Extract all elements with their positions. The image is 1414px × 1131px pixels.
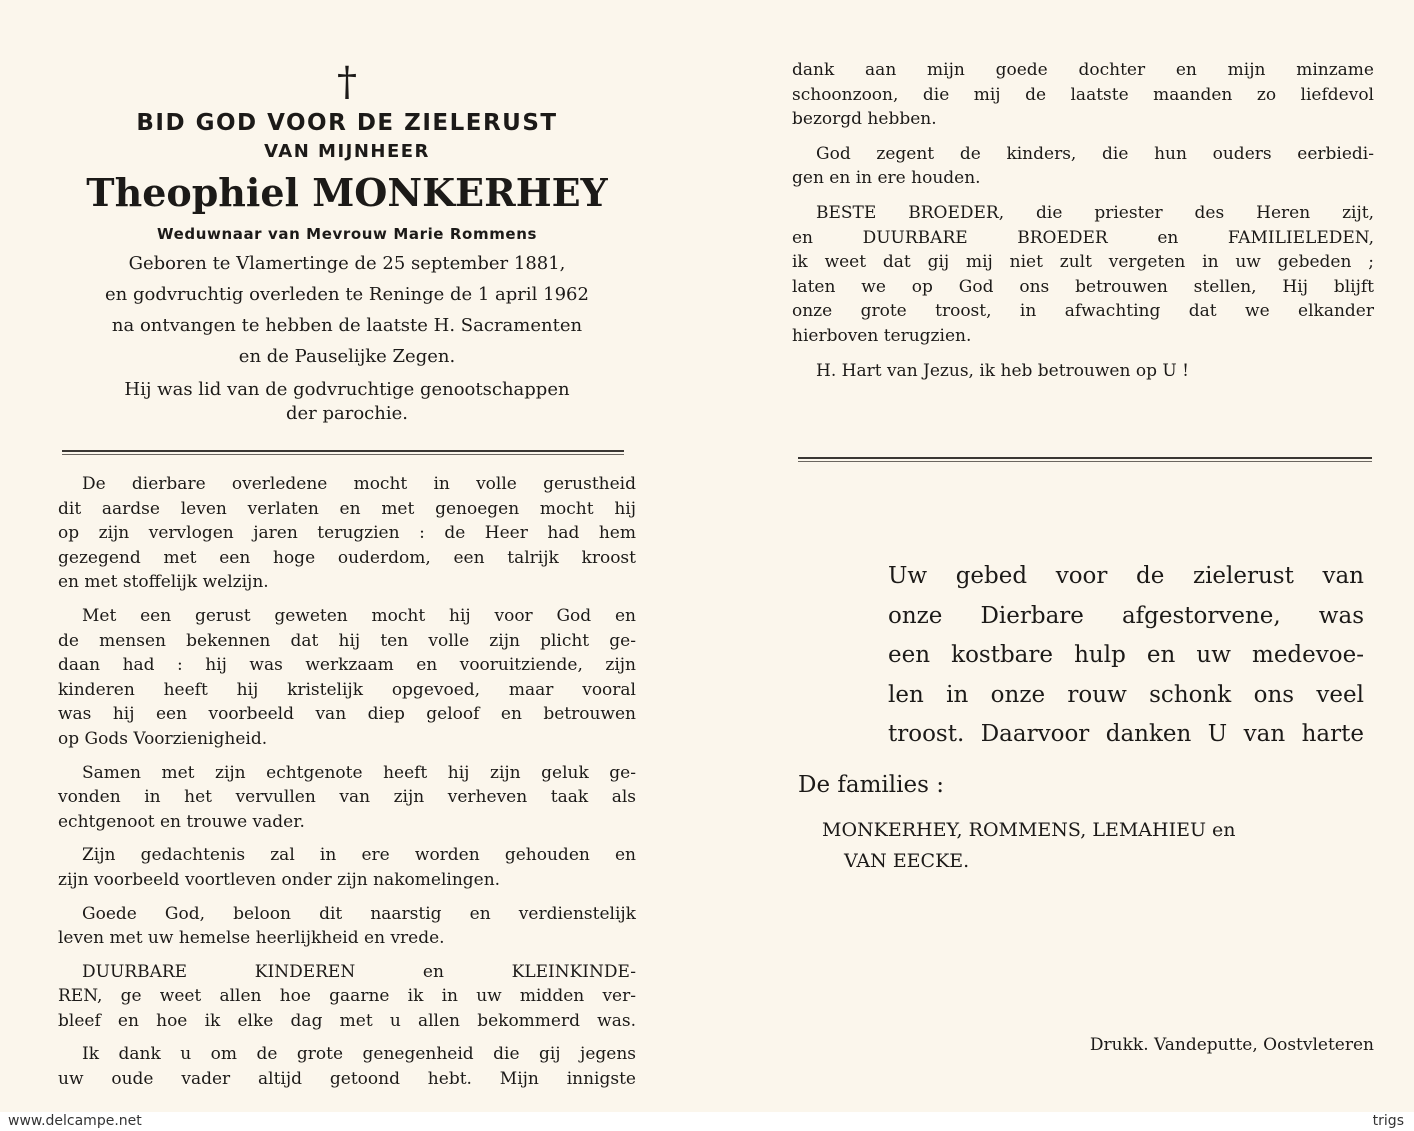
thanks-line: onze Dierbare afgestorvene, was (888, 602, 1364, 629)
text-line: Goede God, beloon dit naarstig en verdienstelijk (82, 903, 636, 924)
text-line: BESTE BROEDER, die priester des Heren zijt, (816, 202, 1374, 223)
text-line: DUURBARE KINDEREN en KLEINKINDE- (82, 961, 636, 982)
widower-line: Weduwnaar van Mevrouw Marie Rommens (156, 225, 538, 243)
paragraph (58, 960, 636, 1034)
paragraph (58, 472, 636, 595)
text-line: REN, ge weet allen hoe gaarne ik in uw midden ver- (58, 986, 636, 1007)
text-line: de mensen bekennen dat hij ten volle zijn plicht ge- (58, 630, 636, 651)
families-label: De families : (798, 771, 944, 798)
membership-block (58, 378, 636, 426)
text-line: bezorgd hebben. (792, 109, 937, 130)
paragraph (58, 604, 636, 752)
divider (62, 450, 624, 452)
text-line: op zijn vervlogen jaren terugzien : de Heer had hem (58, 523, 636, 544)
text-line: vonden in het vervullen van zijn verheven taak als (58, 787, 636, 808)
text-line: God zegent de kinders, die hun ouders eerbiedi- (816, 143, 1374, 164)
text-line: Samen met zijn echtgenote heeft hij zijn geluk ge- (82, 762, 636, 783)
birth-line: Geboren te Vlamertinge de 25 september 1881, (128, 253, 566, 274)
paragraph (58, 761, 636, 835)
text-line: uw oude vader altijd getoond hebt. Mijn innigste (58, 1069, 636, 1090)
text-line: schoonzoon, die mij de laatste maanden zo liefdevol (792, 84, 1374, 105)
paragraph (792, 58, 1374, 132)
right-page (792, 58, 1374, 877)
thanks-line: Uw gebed voor de zielerust van (888, 563, 1364, 590)
prayer-heading: BID GOD VOOR DE ZIELERUST (136, 110, 558, 136)
text-line: hierboven terugzien. (792, 325, 972, 346)
text-line: onze grote troost, in afwachting dat we elkander (792, 301, 1374, 322)
seller-name: trigs (1372, 1113, 1404, 1129)
text-line: laten we op God ons betrouwen stellen, Hij blijft (792, 276, 1374, 297)
text-line: kinderen heeft hij kristelijk opgevoed, maar vooral (58, 679, 636, 700)
thanks-line: len in onze rouw schonk ons veel (888, 681, 1364, 708)
text-line: gezegend met een hoge ouderdom, een talrijk kroost (58, 547, 636, 568)
family-names-line: VAN EECKE. (844, 849, 970, 872)
deceased-name (58, 168, 636, 218)
printer-credit: Drukk. Vandeputte, Oostvleteren (1089, 1035, 1374, 1055)
text-line: op Gods Voorzienigheid. (58, 728, 268, 749)
cross-icon: † (337, 59, 357, 105)
text-line: H. Hart van Jezus, ik heb betrouwen op U ! (816, 360, 1189, 381)
membership-line: der parochie. (285, 403, 408, 424)
text-line: en met stoffelijk welzijn. (58, 572, 269, 593)
text-line: leven met uw hemelse heerlijkheid en vrede. (58, 928, 445, 949)
membership-line: Hij was lid van de godvruchtige genootschappen (124, 379, 570, 400)
text-line: en DUURBARE BROEDER en FAMILIELEDEN, (792, 227, 1374, 248)
text-line: zijn voorbeeld voortleven onder zijn nakomelingen. (58, 869, 501, 890)
text-line: dank aan mijn goede dochter en mijn minzame (792, 60, 1374, 80)
watermark-bar (0, 1112, 1414, 1131)
text-line: Met een gerust geweten mocht hij voor God en (82, 605, 636, 626)
text-line: echtgenoot en trouwe vader. (58, 811, 305, 832)
paragraph (792, 201, 1374, 349)
deceased-first-name: Theophiel (86, 170, 299, 215)
divider (798, 457, 1372, 459)
paragraph (792, 142, 1374, 191)
text-line: daan had : hij was werkzaam en vooruitziende, zijn (58, 655, 636, 676)
paragraph (58, 1042, 636, 1091)
text-line: was hij een voorbeeld van diep geloof en betrouwen (58, 704, 636, 725)
paragraph (792, 359, 1374, 384)
prayer-subheading: VAN MIJNHEER (264, 141, 430, 162)
birth-death-block (58, 248, 636, 372)
text-line: Zijn gedachtenis zal in ere worden gehouden en (82, 845, 636, 866)
sacraments-line: na ontvangen te hebben de laatste H. Sacramenten (111, 315, 583, 336)
left-body-text (58, 472, 636, 1092)
text-line: bleef en hoe ik elke dag met u allen bekommerd was. (58, 1010, 636, 1031)
thanks-line: een kostbare hulp en uw medevoe- (888, 642, 1364, 669)
right-body-text (792, 58, 1374, 383)
thanks-line: troost. Daarvoor danken U van harte (888, 721, 1364, 748)
text-line: gen en in ere houden. (792, 168, 981, 189)
paragraph (58, 902, 636, 951)
text-line: Ik dank u om de grote genegenheid die gij jegens (82, 1044, 636, 1065)
family-names-line: MONKERHEY, ROMMENS, LEMAHIEU en (822, 818, 1236, 841)
families-list (822, 815, 1374, 877)
thanks-block (888, 557, 1364, 755)
deceased-last-name: MONKERHEY (312, 170, 608, 215)
text-line: dit aardse leven verlaten en met genoegen mocht hij (58, 498, 636, 519)
site-watermark: www.delcampe.net (8, 1113, 142, 1129)
text-line: De dierbare overledene mocht in volle gerustheid (82, 474, 636, 494)
blessing-line: en de Pauselijke Zegen. (238, 346, 456, 367)
left-page (58, 60, 636, 1101)
paragraph (58, 843, 636, 892)
death-line: en godvruchtig overleden te Reninge de 1 april 1962 (105, 284, 589, 305)
text-line: ik weet dat gij mij niet zult vergeten in uw gebeden ; (792, 252, 1374, 273)
